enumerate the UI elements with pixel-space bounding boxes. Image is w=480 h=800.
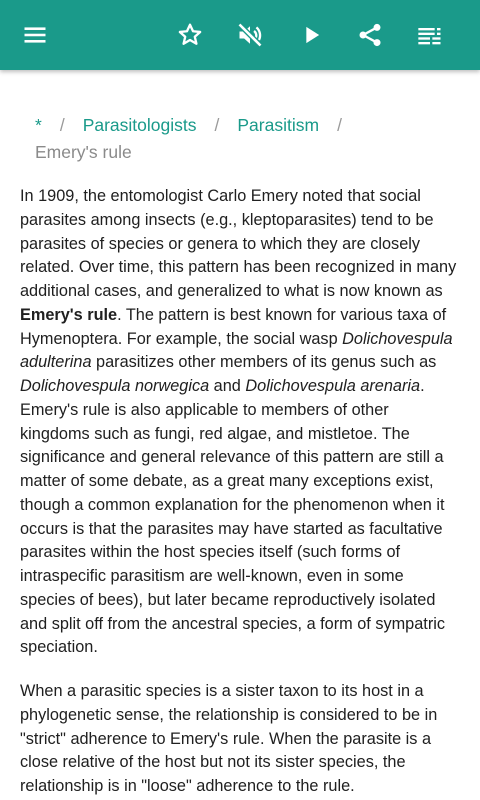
menu-button[interactable] [11, 11, 59, 59]
paragraph-text: and [209, 377, 246, 395]
breadcrumb [35, 112, 455, 166]
favorite-button[interactable] [166, 11, 214, 59]
playlist-icon [416, 21, 444, 49]
breadcrumb-home-link[interactable]: * [35, 115, 42, 135]
mute-button[interactable] [226, 11, 274, 59]
app-toolbar [0, 0, 480, 70]
breadcrumb-separator: / [59, 115, 65, 135]
breadcrumb-current: Emery's rule [35, 142, 132, 162]
paragraph-text: . Emery's rule is also applicable to members of other kingdoms such as fungi, red algae, and mistletoe. The significance and general relevance of this pattern are still a matter of some debate, as a great many exceptions exist, though a common explanation for the phenomenon when it occurs is that the parasites may have started as facultative parasites within the host species itself (such forms of intraspecific parasitism are well-known, even in some species of bees), but later became reproductively isolated and split off from the ancestral species, a form of sympatric speciation. [20, 377, 445, 657]
volume-off-icon [236, 21, 264, 49]
paragraph-text: In 1909, the entomologist Carlo Emery noted that social parasites among insects (e.g., kleptoparasites) tend to be parasites of species or genera to which they are closely related. Over time, this pattern has been recognized in many additional cases, and generalized to what is now known as [20, 187, 457, 300]
play-button[interactable] [287, 11, 335, 59]
species-name: Dolichovespula norwegica [20, 377, 210, 395]
share-button[interactable] [346, 11, 394, 59]
breadcrumb-parasitism-link[interactable]: Parasitism [237, 115, 320, 135]
hamburger-menu-icon [21, 21, 49, 49]
article-paragraph [20, 185, 460, 660]
article-view[interactable] [0, 70, 480, 800]
bold-term: Emery's rule [20, 305, 118, 324]
play-icon [297, 21, 325, 49]
breadcrumb-separator: / [337, 115, 342, 135]
breadcrumb-parasitologists-link[interactable]: Parasitologists [82, 115, 197, 135]
article-paragraph: When a parasitic species is a sister taxon to its host in a phylogenetic sense, the relationship is considered to be in "strict" adherence to Emery's rule. When the parasite is a close relative of the host but not its sister species, the relationship is in "loose" adherence to the rule. [20, 682, 438, 795]
star-outline-icon [176, 21, 204, 49]
breadcrumb-separator: / [214, 115, 220, 135]
species-name: Dolichovespula arenaria [245, 377, 421, 395]
paragraph-text: . The pattern is best known for various taxa of Hymenoptera. For example, the social wasp [20, 305, 447, 348]
species-name: Dolichovespula adulterina [20, 329, 453, 372]
share-icon [356, 21, 384, 49]
paragraph-text: parasitizes other members of its genus such as [91, 353, 437, 372]
contents-button[interactable] [406, 11, 454, 59]
